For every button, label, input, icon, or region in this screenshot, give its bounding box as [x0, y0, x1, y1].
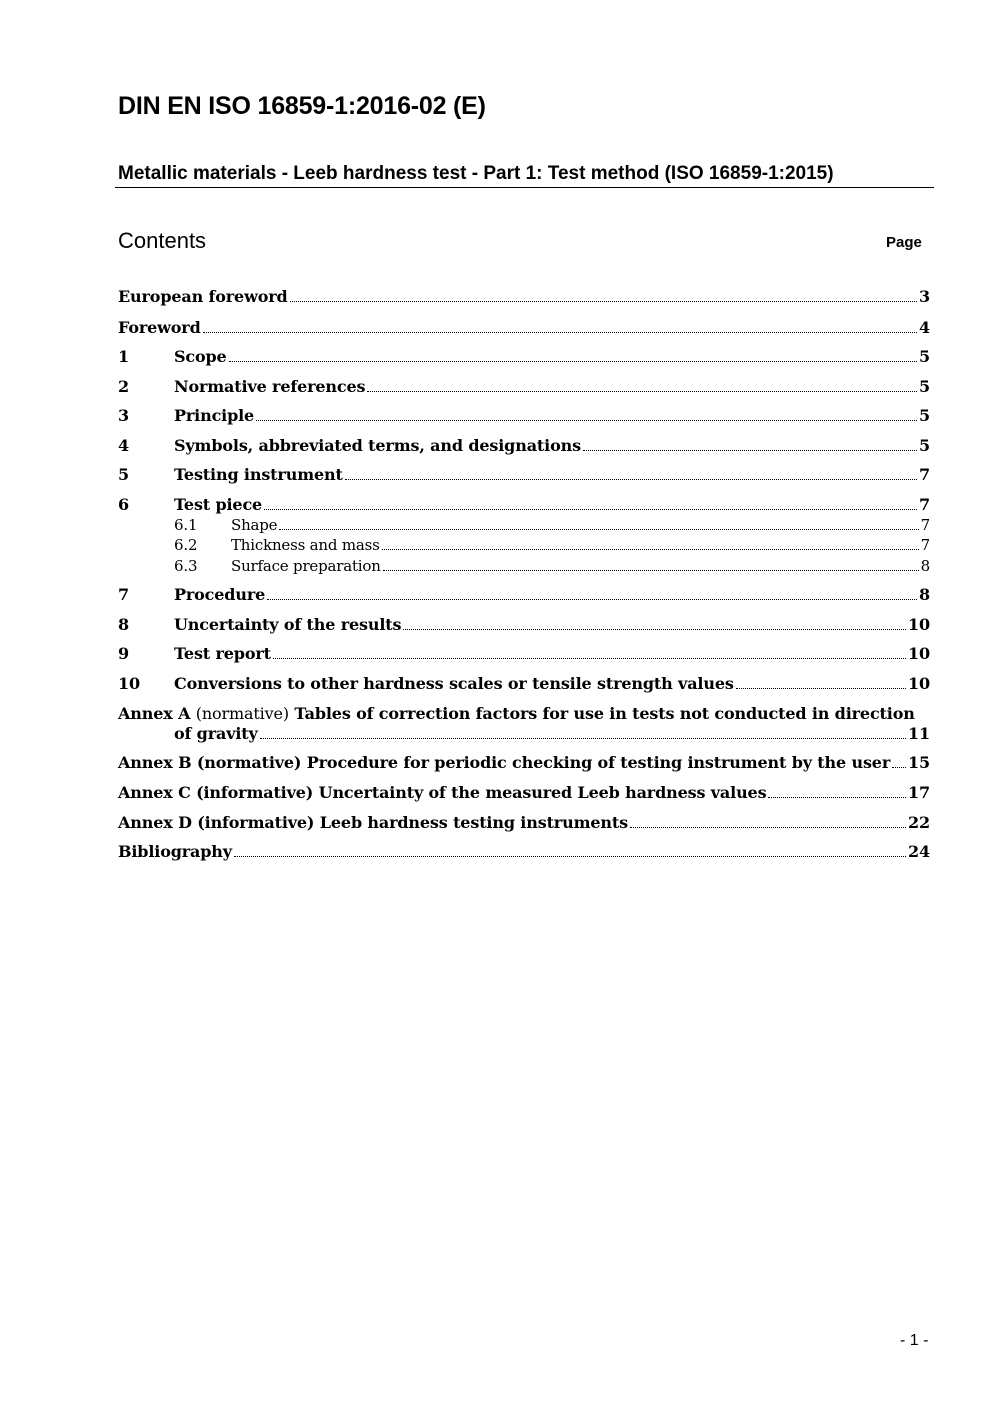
document-subtitle: Metallic materials - Leeb hardness test - Part 1: Test method (ISO 16859-1:2015): [118, 163, 834, 184]
title-rule: [115, 187, 934, 188]
toc-leader: [892, 767, 906, 768]
toc-section-number: 6.1: [174, 516, 198, 534]
toc-entry-text: Testing instrument: [174, 465, 343, 484]
toc-entry-shape[interactable]: [118, 515, 930, 535]
annex-label: Annex B: [118, 753, 192, 772]
toc-leader: [367, 391, 917, 392]
annex-type: (informative): [197, 813, 315, 832]
toc-page-number: 7: [920, 516, 930, 534]
toc-section-number: 6.2: [174, 536, 198, 554]
toc-entry-text: Bibliography: [118, 842, 232, 861]
toc-page-number: 8: [919, 585, 930, 604]
toc-entry-annex-b[interactable]: [118, 753, 930, 773]
toc-entry-procedure[interactable]: [118, 585, 930, 605]
toc-entry-bibliography[interactable]: [118, 842, 930, 862]
toc-section-number: 7: [118, 585, 129, 604]
toc-page-number: 8: [920, 557, 930, 575]
toc-page-number: 10: [908, 615, 930, 634]
toc-leader: [279, 529, 918, 530]
toc-leader: [234, 856, 906, 857]
toc-page-number: 5: [919, 347, 930, 366]
toc-entry-text: Thickness and mass: [231, 536, 380, 554]
toc-leader: [229, 361, 917, 362]
toc-page-number: 7: [919, 465, 930, 484]
toc-section-number: 4: [118, 436, 129, 455]
toc-page-number: 5: [919, 406, 930, 425]
toc-entry-normative-references[interactable]: [118, 377, 930, 397]
toc-section-number: 8: [118, 615, 129, 634]
toc-entry-symbols[interactable]: [118, 436, 930, 456]
toc-entry-text: Leeb hardness testing instruments: [319, 813, 628, 832]
toc-section-number: 2: [118, 377, 129, 396]
toc-entry-uncertainty-of-results[interactable]: [118, 615, 930, 635]
toc-leader: [583, 450, 917, 451]
toc-section-number: 9: [118, 644, 129, 663]
toc-entry-text: Symbols, abbreviated terms, and designations: [174, 436, 581, 455]
toc-page-number: 17: [908, 783, 930, 802]
toc-entry-annex-a[interactable]: [118, 704, 930, 724]
toc-page-number: 7: [919, 495, 930, 514]
toc-entry-text: Uncertainty of the results: [174, 615, 402, 634]
toc-leader: [736, 688, 906, 689]
toc-entry-surface-preparation[interactable]: [118, 556, 930, 576]
toc-leader: [256, 420, 917, 421]
annex-type: (informative): [196, 783, 314, 802]
toc-entry-text: Test report: [174, 644, 271, 663]
toc-page-number: 24: [908, 842, 930, 861]
toc-section-number: 3: [118, 406, 129, 425]
toc-entry-text: Tables of correction factors for use in tests not conducted in direction: [294, 704, 915, 723]
toc-leader: [383, 570, 919, 571]
toc-page-number: 10: [908, 644, 930, 663]
toc-section-number: 5: [118, 465, 129, 484]
toc-entry-text: Foreword: [118, 318, 201, 337]
toc-section-number: 6: [118, 495, 129, 514]
toc-leader: [264, 509, 917, 510]
toc-leader: [267, 599, 917, 600]
toc-entry-text: Surface preparation: [231, 557, 381, 575]
toc-leader: [403, 629, 906, 630]
toc-page-number: 3: [919, 287, 930, 306]
toc-page-number: 11: [908, 724, 930, 743]
toc-entry-conversions[interactable]: [118, 674, 930, 694]
toc-entry-text: of gravity: [174, 724, 258, 743]
page-number: - 1 -: [900, 1332, 929, 1349]
toc-entry-annex-d[interactable]: [118, 813, 930, 833]
toc-page-number: 22: [908, 813, 930, 832]
annex-label: Annex A: [118, 704, 191, 723]
document-title: DIN EN ISO 16859-1:2016-02 (E): [118, 92, 486, 120]
toc-entry-thickness-and-mass[interactable]: [118, 535, 930, 555]
annex-type: (normative): [196, 753, 302, 772]
toc-entry-text: European foreword: [118, 287, 288, 306]
toc-leader: [260, 738, 906, 739]
toc-leader: [290, 301, 917, 302]
toc-leader: [630, 827, 906, 828]
toc-leader: [273, 658, 906, 659]
annex-label: Annex D: [118, 813, 192, 832]
toc-entry-european-foreword[interactable]: [118, 287, 930, 307]
toc-page-number: 5: [919, 436, 930, 455]
toc-leader: [382, 549, 919, 550]
toc-entry-annex-c[interactable]: [118, 783, 930, 803]
toc-section-number: 6.3: [174, 557, 198, 575]
toc-page-number: 7: [920, 536, 930, 554]
toc-entry-scope[interactable]: [118, 347, 930, 367]
toc-leader: [768, 797, 906, 798]
toc-page-number: 4: [919, 318, 930, 337]
toc-entry-text: Scope: [174, 347, 227, 366]
toc-page-number: 10: [908, 674, 930, 693]
toc-entry-text: Principle: [174, 406, 255, 425]
page-column-label: Page: [886, 234, 922, 251]
toc-section-number: 10: [118, 674, 140, 693]
toc-entry-text: Uncertainty of the measured Leeb hardness values: [318, 783, 767, 802]
toc-entry-text: Procedure for periodic checking of testing instrument by the user: [306, 753, 891, 772]
toc-entry-annex-a-continuation[interactable]: [118, 724, 930, 744]
toc-entry-text: Normative references: [174, 377, 366, 396]
toc-entry-test-piece[interactable]: [118, 495, 930, 515]
toc-entry-text: Procedure: [174, 585, 266, 604]
toc-entry-text: Test piece: [174, 495, 263, 514]
toc-leader: [203, 332, 917, 333]
annex-type: (normative): [195, 704, 289, 723]
toc-entry-principle[interactable]: [118, 406, 930, 426]
annex-label: Annex C: [118, 783, 191, 802]
toc-section-number: 1: [118, 347, 129, 366]
toc-page-number: 5: [919, 377, 930, 396]
contents-heading: Contents: [118, 228, 207, 253]
toc-leader: [345, 479, 917, 480]
toc-entry-test-report[interactable]: [118, 644, 930, 664]
toc-entry-foreword[interactable]: [118, 318, 930, 338]
toc-entry-text: Shape: [231, 516, 278, 534]
toc-entry-testing-instrument[interactable]: [118, 465, 930, 485]
toc-page-number: 15: [908, 753, 930, 772]
toc-entry-text: Conversions to other hardness scales or tensile strength values: [174, 674, 734, 693]
